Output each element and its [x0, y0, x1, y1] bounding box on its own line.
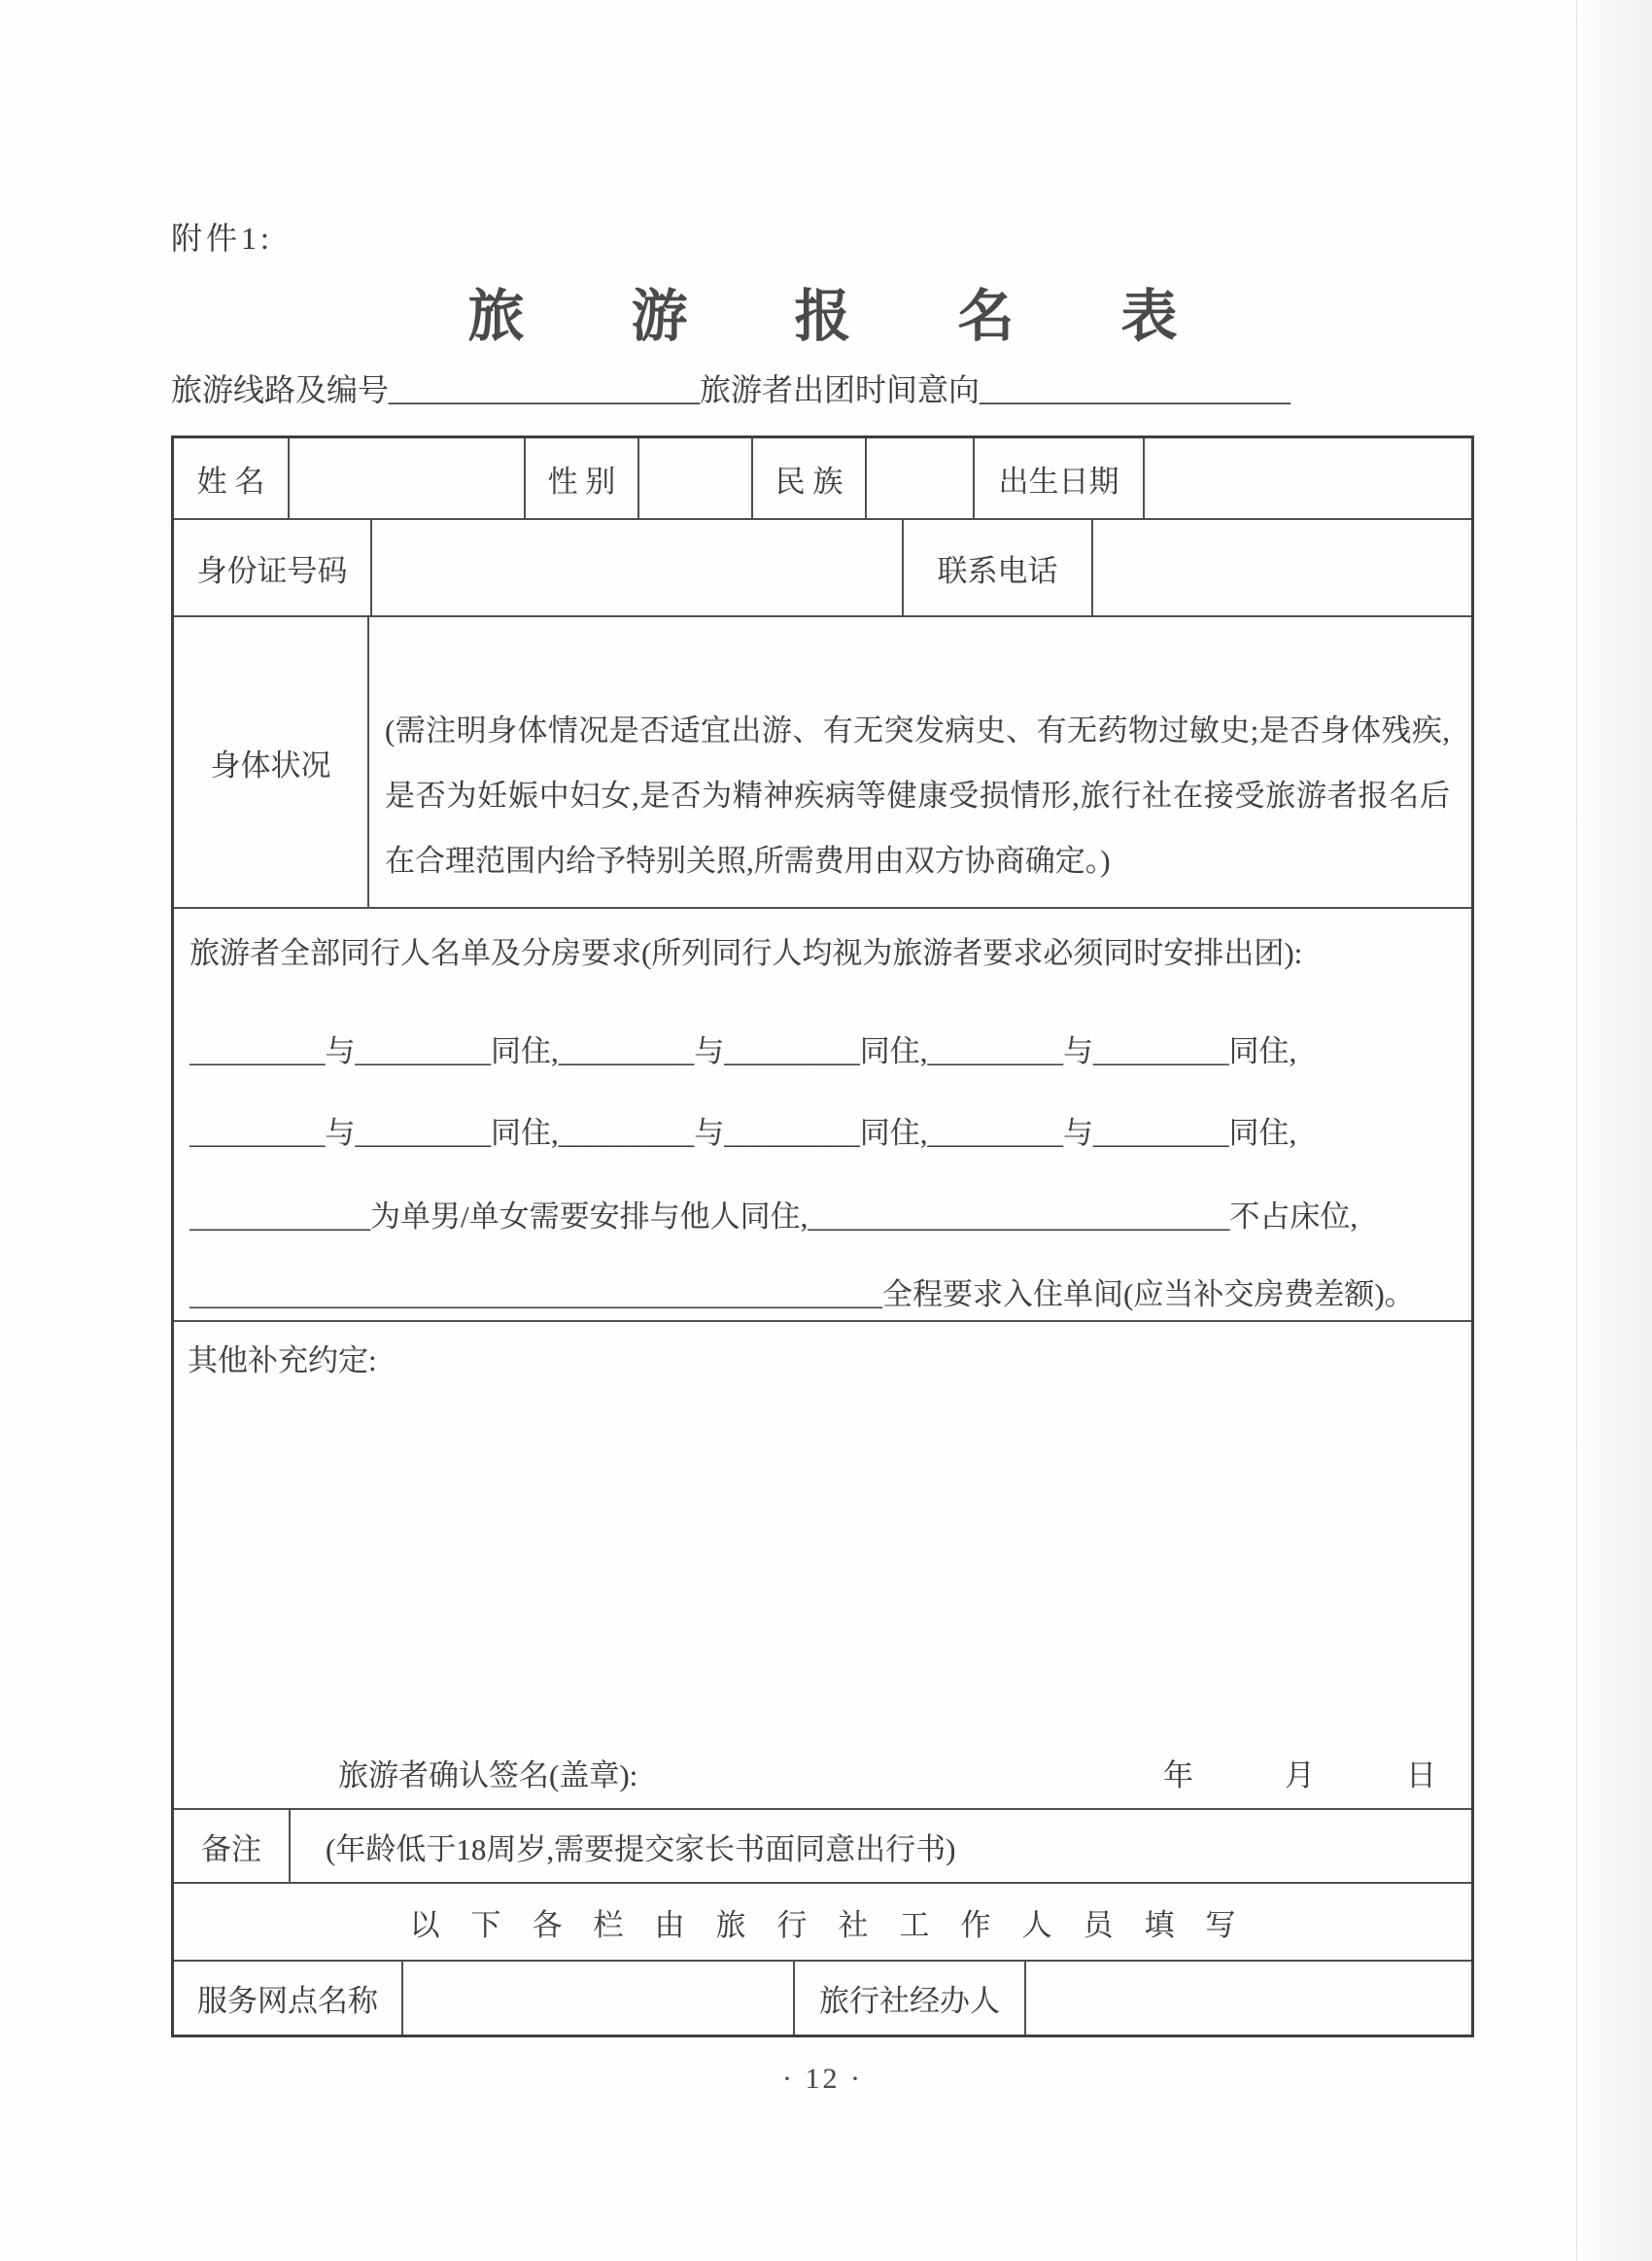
- other-terms-cell[interactable]: [174, 1322, 1471, 1808]
- gender-input-cell[interactable]: [637, 438, 751, 518]
- id-number-label: 身份证号码: [196, 553, 348, 588]
- id-phone-row: [174, 518, 1471, 615]
- outlet-agent-row: [174, 1960, 1471, 2035]
- departure-blank-field[interactable]: ____________________: [980, 372, 1291, 407]
- ethnicity-label: 民 族: [751, 438, 865, 518]
- name-label: 姓 名: [196, 464, 265, 499]
- agent-label: 旅行社经办人: [793, 1962, 1024, 2035]
- other-terms-row: [174, 1320, 1471, 1808]
- companions-cell: [174, 909, 1471, 1320]
- route-departure-line: [171, 365, 1291, 410]
- companions-row: [174, 907, 1471, 1320]
- route-blank-field[interactable]: ____________________: [389, 372, 701, 407]
- page-number: · 12 ·: [782, 2063, 863, 2095]
- birth-date-label: 出生日期: [973, 438, 1143, 518]
- staff-heading: 以下各栏由旅行社工作人员填写: [409, 1907, 1267, 1942]
- ethnicity-input-cell[interactable]: [865, 438, 973, 518]
- other-terms-label: 其他补充约定:: [188, 1343, 377, 1377]
- signature-row: [188, 1751, 1454, 1794]
- health-note: (需注明身体情况是否适宜出游、有无突发病史、有无药物过敏史;是否身体残疾,是否为妊娠中妇女,是否为精神疾病等健康受损情形,旅行社在接受旅游者报名后在合理范围内给予特别关照,所需费用由双方协商确定。): [385, 713, 1450, 878]
- signature-label[interactable]: 旅游者确认签名(盖章):: [338, 1758, 638, 1792]
- health-input-cell[interactable]: [367, 617, 1471, 907]
- phone-label: 联系电话: [902, 520, 1091, 615]
- page-title: 旅游报名表: [467, 285, 1285, 348]
- staff-heading-cell: [174, 1884, 1471, 1960]
- basic-info-row: [174, 438, 1471, 518]
- outlet-label: 服务网点名称: [197, 1984, 378, 2018]
- remark-note: (年龄低于18周岁,需要提交家长书面同意出行书): [289, 1810, 1471, 1882]
- signature-date-group: [1163, 1751, 1436, 1794]
- day-label: 日: [1406, 1758, 1436, 1792]
- remark-row: [174, 1808, 1471, 1882]
- page-title-row: [171, 270, 1474, 352]
- single-room-line[interactable]: ______________________________________________全程要求入住单间(应当补交房费差额)。: [189, 1277, 1415, 1311]
- departure-label: 旅游者出团时间意向: [700, 372, 981, 407]
- companions-heading: 旅游者全部同行人名单及分房要求(所列同行人均视为旅游者要求必须同时安排出团):: [189, 936, 1303, 970]
- outlet-input-cell[interactable]: [401, 1962, 793, 2035]
- remark-label: 备注: [201, 1831, 261, 1866]
- right-scan-shade: [1576, 0, 1652, 2261]
- gender-label: 性 别: [524, 438, 637, 518]
- month-label: 月: [1285, 1758, 1315, 1792]
- name-input-cell[interactable]: [288, 438, 524, 518]
- single-guest-line[interactable]: ____________为单男/单女需要安排与他人同住,____________________________不占床位,: [189, 1200, 1359, 1234]
- staff-section-row: [174, 1882, 1471, 1960]
- health-row: [174, 615, 1471, 907]
- route-label: 旅游线路及编号: [171, 372, 390, 407]
- agent-input-cell[interactable]: [1024, 1962, 1471, 2035]
- year-label: 年: [1163, 1758, 1193, 1792]
- health-label: 身体状况: [210, 748, 331, 783]
- registration-form-table: [171, 435, 1474, 2037]
- share-line-1[interactable]: _________与_________同住,_________与_________同住,_________与_________同住,: [189, 1034, 1297, 1068]
- birth-date-input-cell[interactable]: [1143, 438, 1471, 518]
- share-line-2[interactable]: _________与_________同住,_________与_________同住,_________与_________同住,: [189, 1116, 1297, 1150]
- phone-input-cell[interactable]: [1091, 520, 1471, 615]
- attachment-label: 附件1:: [171, 221, 273, 256]
- id-number-input-cell[interactable]: [370, 520, 902, 615]
